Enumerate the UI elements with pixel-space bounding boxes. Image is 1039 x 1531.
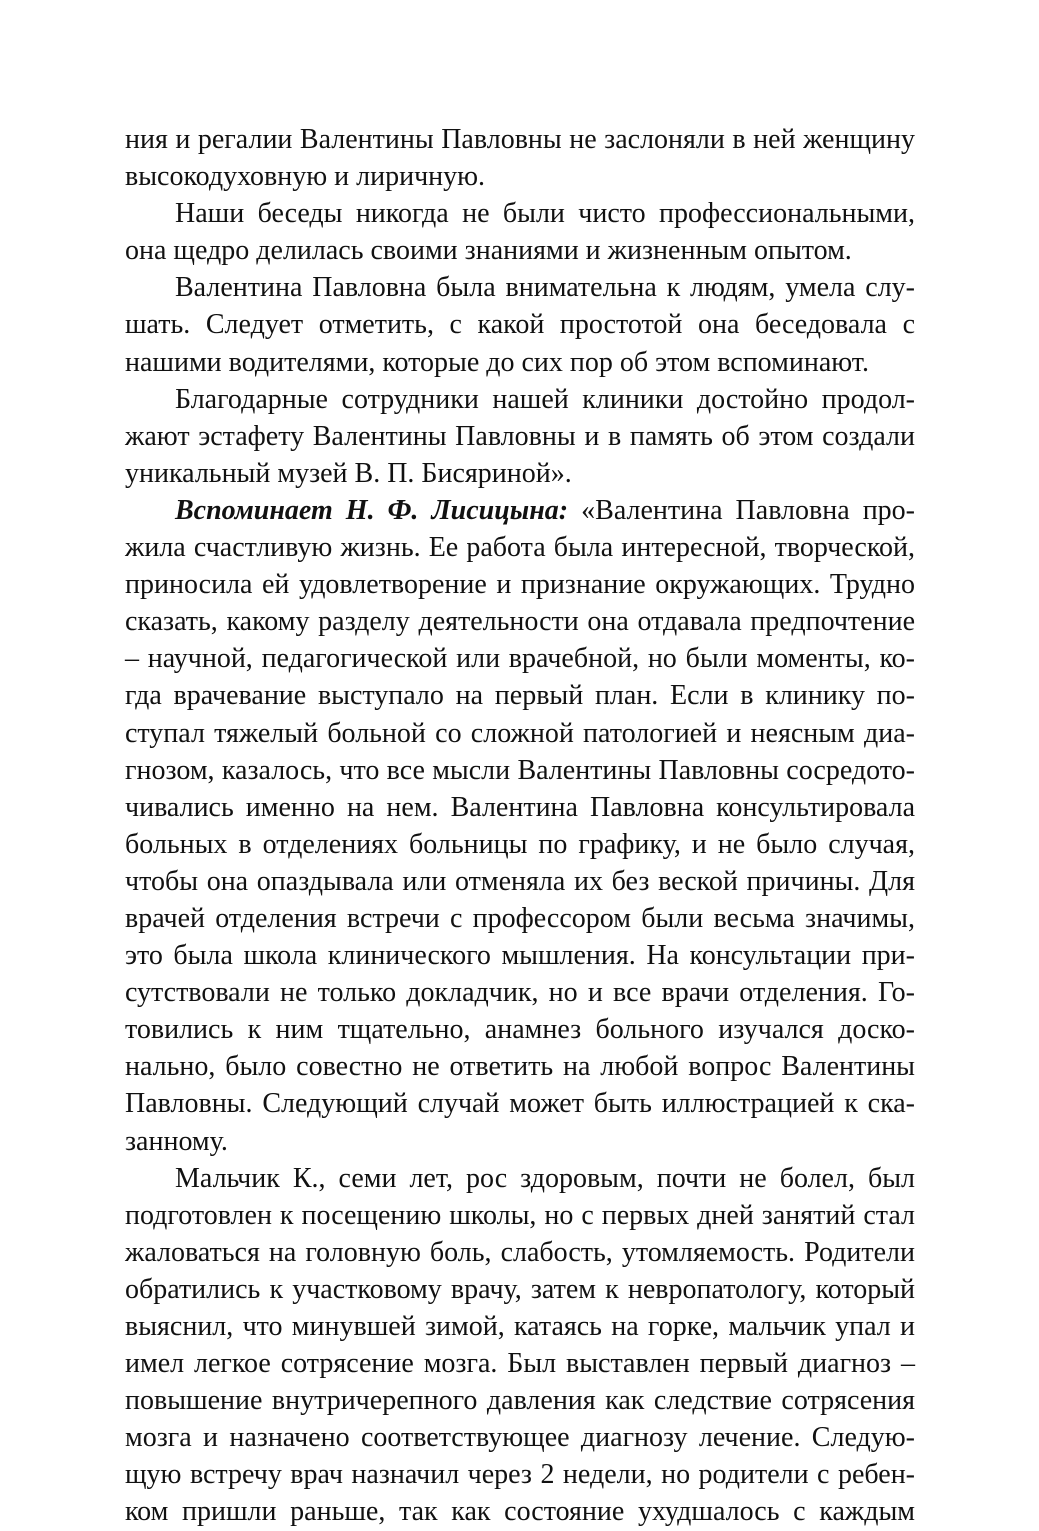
paragraph-recollection — [125, 492, 915, 1160]
document-page — [125, 121, 915, 1531]
paragraph-conversations: Наши беседы никогда не были чисто профессиональными, она щедро делилась своими знаниями и жизненным опытом. — [125, 198, 915, 267]
paragraph-continuation: ния и регалии Валентины Павловны не заслоняли в ней женщину высокодуховную и лиричную. — [125, 124, 915, 193]
paragraph-attentive: Валентина Павловна была внимательна к людям, умела слу-шать. Следует отметить, с какой простотой она беседовала с нашими водителями, которые до сих пор об этом вспоминают. — [125, 272, 915, 378]
paragraph-case-boy: Мальчик К., семи лет, рос здоровым, почти не болел, был подготовлен к посещению школы, но с первых дней занятий стал жаловаться на головную боль, слабость, утомляемость. Родители обратились к участковому врачу, затем к невропатологу, который выяснил, что минувшей зимой, катаясь на горке, мальчик упал и имел легкое сотрясение мозга. Был выставлен первый диагноз – повышение внутричерепного давления как следствие сотрясения мозга и назначено соответствующее диагнозу лечение. Следую-щую встречу врач назначил через 2 недели, но родители с ребен-ком пришли раньше, так как состояние ухудшалось с каждым — [125, 1162, 915, 1528]
recollection-body: «Валентина Павловна про-жила счастливую жизнь. Ее работа была интересной, творческой, приносила ей удовлетворение и признание окружающих. Трудно сказать, какому разделу деятельности она отдавала предпочтение – научной, педагогической или врачебной, но были моменты, ко-гда врачевание выступало на первый план. Если в клинику по-ступал тяжелый больной со сложной патологией и неясным диа-гнозом, казалось, что все мысли Валентины Павловны сосредото-чивались именно на нем. Валентина Павловна консультировала больных в отделениях больницы по графику, и не было случая, чтобы она опаздывала или отменяла их без веской причины. Для врачей отделения встречи с профессором были весьма значимы, это была школа клинического мышления. На консультации при-сутствовали не только докладчик, но и все врачи отделения. Го-товились к ним тщательно, анамнез больного изучался доско-нально, было совестно не ответить на любой вопрос Валентины Павловны. Следующий случай может быть иллюстрацией к ска-занному. — [125, 494, 916, 1157]
paragraph-museum: Благодарные сотрудники нашей клиники достойно продол-жают эстафету Валентины Павловны и в память об этом создали уникальный музей В. П. Бисяриной». — [125, 383, 915, 489]
recollection-author-lead: Вспоминает Н. Ф. Лисицына: — [175, 494, 569, 526]
